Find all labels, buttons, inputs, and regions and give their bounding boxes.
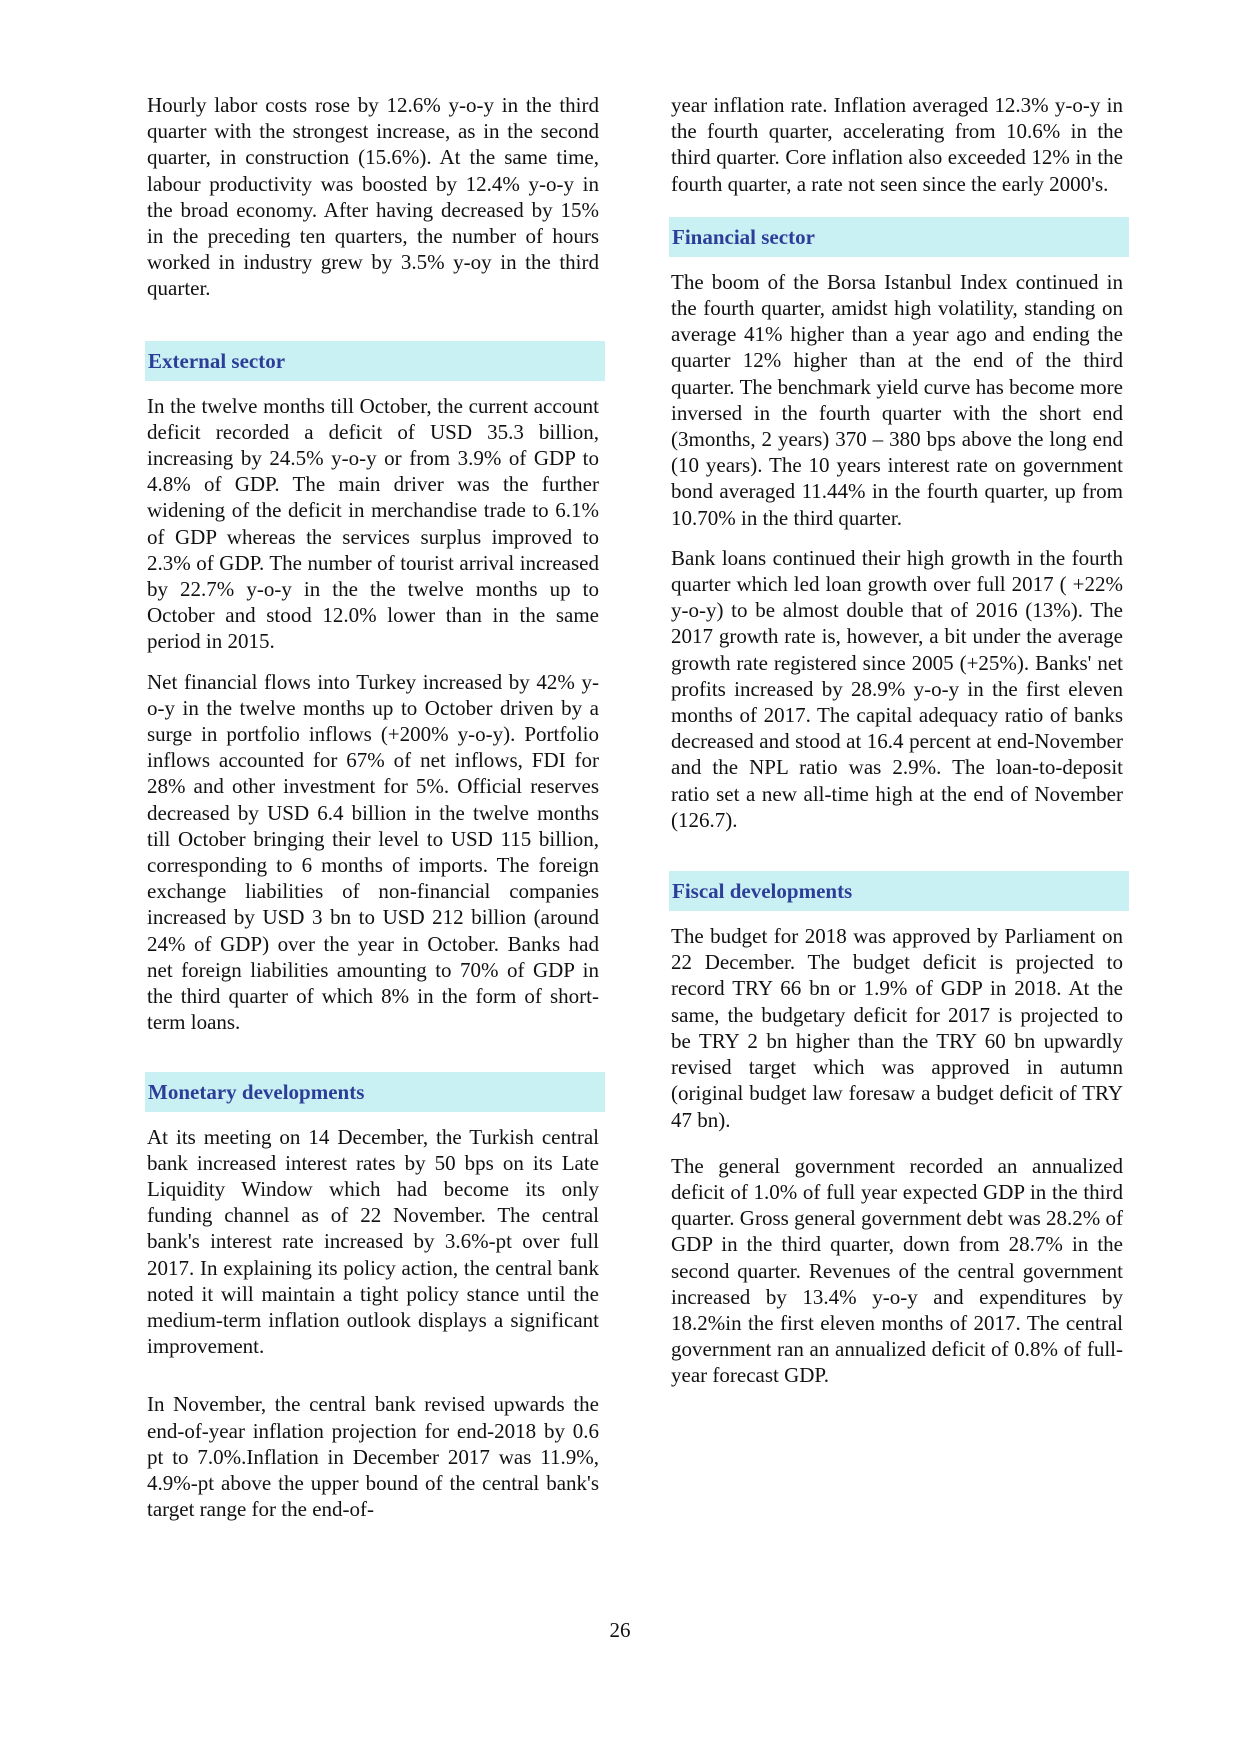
page-number: 26 bbox=[609, 1618, 631, 1642]
bank-loans-paragraph: Bank loans continued their high growth in the fourth quarter which led loan growth over full 2017 ( +22% y-o-y) to be almost double that of 2016 (13%). The 2017 growth rate is, however, a bit under the average growth rate registered since 2005 (+25%). Banks' net profits increased by 28.9% y-o-y in the first eleven months of 2017. The capital adequacy ratio of banks decreased and stood at 16.4 percent at end-November and the NPL ratio was 2.9%. The loan-to-deposit ratio set a new all-time high at the end of November (126.7). bbox=[671, 545, 1123, 832]
external-sector-heading: External sector bbox=[145, 341, 605, 381]
fiscal-developments-heading: Fiscal developments bbox=[669, 871, 1129, 911]
right-column bbox=[671, 92, 1123, 1403]
central-bank-meeting-paragraph: At its meeting on 14 December, the Turkish central bank increased interest rates by 50 bps on its Late Liquidity Window which had become its only funding channel as of 22 November. The central bank's interest rate increased by 3.6%-pt over full 2017. In explaining its policy action, the central bank noted it will maintain a tight policy stance until the medium-term inflation outlook displays a significant improvement. bbox=[147, 1124, 599, 1359]
financial-sector-heading: Financial sector bbox=[669, 217, 1129, 257]
spacer bbox=[147, 1050, 599, 1072]
budget-2018-paragraph: The budget for 2018 was approved by Parliament on 22 December. The budget deficit is projected to record TRY 66 bn or 1.9% of GDP in 2018. At the same, the budgetary deficit for 2017 is projected to be TRY 2 bn higher than the TRY 60 bn upwardly revised target which was approved in autumn (original budget law foresaw a budget deficit of TRY 47 bn). bbox=[671, 924, 1123, 1132]
financial-flows-paragraph: Net financial flows into Turkey increased by 42% y-o-y in the twelve months up to October driven by a surge in portfolio inflows (+200% y-o-y). Portfolio inflows accounted for 67% of net inflows, FDI for 28% and other investment for 5%. Official reserves decreased by USD 6.4 billion in the twelve months till October bringing their level to USD 115 billion, corresponding to 6 months of imports. The foreign exchange liabilities of non-financial companies increased by USD 3 bn to USD 212 billion (around 24% of GDP) over the year in October. Banks had net foreign liabilities amounting to 70% of GDP in the third quarter of which 8% in the form of short-term loans. bbox=[147, 669, 599, 1035]
spacer bbox=[147, 1373, 599, 1391]
spacer bbox=[671, 847, 1123, 871]
current-account-paragraph: In the twelve months till October, the current account deficit recorded a deficit of USD 35.3 billion, increasing by 24.5% y-o-y or from 3.9% of GDP to 4.8% of GDP. The main driver was the further widening of the deficit in merchandise trade to 6.1% of GDP whereas the services surplus improved to 2.3% of GDP. The number of tourist arrival increased by 22.7% y-o-y in the the twelve months up to October and stood 12.0% lower than in the same period in 2015. bbox=[147, 393, 599, 654]
inflation-projection-paragraph: In November, the central bank revised upwards the end-of-year inflation projection for end-2018 by 0.6 pt to 7.0%.Inflation in December 2017 was 11.9%, 4.9%-pt above the upper bound of the central bank's target range for the end-of- bbox=[147, 1392, 599, 1522]
spacer bbox=[147, 316, 599, 341]
general-government-paragraph: The general government recorded an annualized deficit of 1.0% of full year expected GDP in the third quarter. Gross general government debt was 28.2% of GDP in the third quarter, down from 28.7% in the second quarter. Revenues of the central government increased by 13.4% y-o-y and expenditures by 18.2%in the first eleven months of 2017. The central government ran an annualized deficit of 0.8% of full-year forecast GDP. bbox=[671, 1153, 1123, 1388]
labor-costs-paragraph: Hourly labor costs rose by 12.6% y-o-y in the third quarter with the strongest increase, as in the second quarter, in construction (15.6%). At the same time, labour productivity was boosted by 12.4% y-o-y in the broad economy. After having decreased by 15% in the preceding ten quarters, the number of hours worked in industry grew by 3.5% y-oy in the third quarter. bbox=[147, 93, 599, 301]
borsa-istanbul-paragraph: The boom of the Borsa Istanbul Index continued in the fourth quarter, amidst high volatility, standing on average 41% higher than a year ago and ending the quarter 12% higher than at the end of the third quarter. The benchmark yield curve has become more inversed in the fourth quarter with the short end (3months, 2 years) 370 – 380 bps above the long end (10 years). The 10 years interest rate on government bond averaged 11.44% in the fourth quarter, up from 10.70% in the third quarter. bbox=[671, 269, 1123, 530]
left-column bbox=[147, 92, 599, 1536]
monetary-developments-heading: Monetary developments bbox=[145, 1072, 605, 1112]
inflation-continuation-paragraph: year inflation rate. Inflation averaged 12.3% y-o-y in the fourth quarter, accelerating from 10.6% in the third quarter. Core inflation also exceeded 12% in the fourth quarter, a rate not seen since the early 2000's. bbox=[671, 93, 1123, 196]
